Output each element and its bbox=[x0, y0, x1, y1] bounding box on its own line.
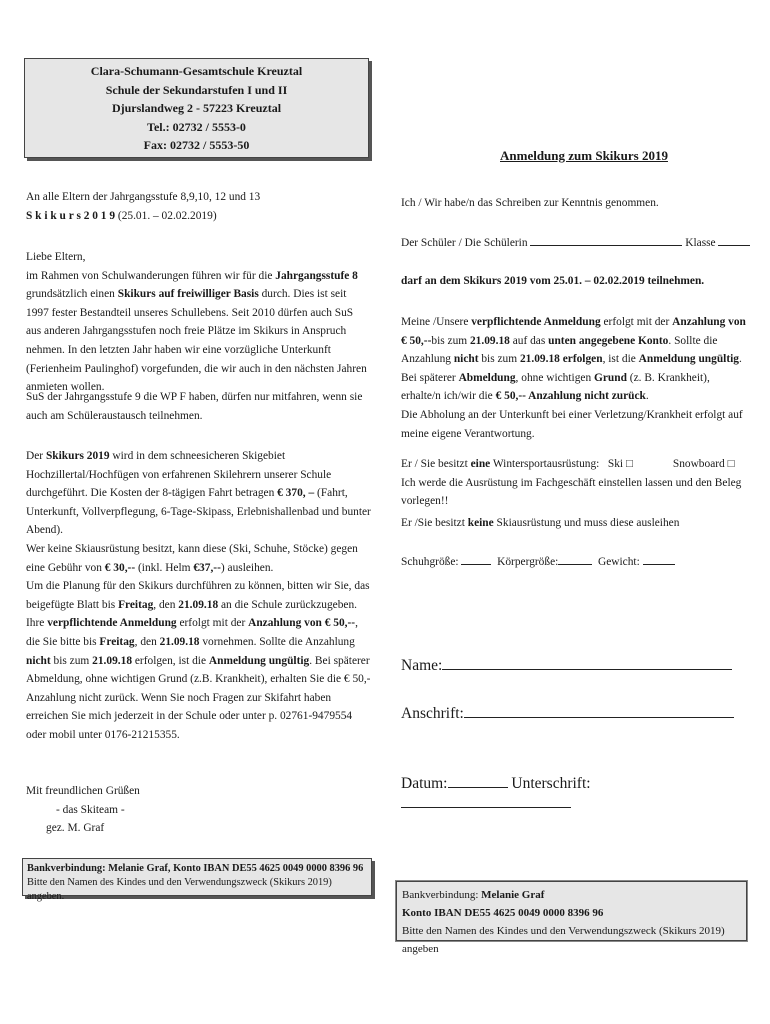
bank-note: Bitte den Namen des Kindes und den Verwendungszweck (Skikurs 2019) angeben. bbox=[27, 877, 332, 902]
text: , ohne wichtigen bbox=[515, 371, 594, 384]
ski-label: Ski bbox=[607, 458, 624, 470]
letter-intro bbox=[26, 188, 371, 225]
student-label: Der Schüler / Die Schülerin bbox=[401, 237, 528, 249]
text: verpflichtende Anmeldung bbox=[47, 617, 177, 630]
text: (Fahrt, Unterkunft, Vollverpflegung, 6-Tage-Skipass, Erlebnishallenbad und bunter Abend). bbox=[26, 487, 371, 537]
name-field[interactable] bbox=[442, 669, 732, 670]
snowboard-label: Snowboard bbox=[672, 458, 725, 470]
text: , ist die bbox=[602, 353, 639, 366]
letter-paragraph-4 bbox=[26, 540, 371, 577]
no-equipment-line bbox=[401, 514, 751, 533]
text: Anmeldung ungültig bbox=[638, 353, 739, 366]
text: verpflichtende Anmeldung bbox=[471, 316, 601, 328]
text bbox=[26, 447, 371, 540]
text: Er /Sie besitzt bbox=[401, 517, 468, 529]
address-line bbox=[401, 704, 751, 724]
text bbox=[401, 313, 751, 406]
letter-paragraph-2 bbox=[26, 388, 371, 425]
school-tel: Tel.: 02732 / 5553-0 bbox=[147, 119, 246, 134]
signature-label: Unterschrift: bbox=[511, 775, 591, 792]
text: an die Schule zurückzugeben. bbox=[218, 598, 358, 611]
height-field[interactable] bbox=[558, 564, 592, 565]
school-name: Clara-Schumann-Gesamtschule Kreuztal bbox=[90, 64, 303, 78]
bank-iban: Konto IBAN DE55 4625 0049 0000 8396 96 bbox=[170, 863, 364, 874]
shoe-size-field[interactable] bbox=[461, 564, 491, 565]
text: Um die Planung für den Skikurs durchführen zu können, bitten wir Sie, das beigefügte Blatt bis bbox=[26, 580, 370, 611]
equipment-line bbox=[401, 455, 751, 474]
text: grundsätzlich einen bbox=[26, 288, 118, 301]
form-title: Anmeldung zum Skikurs 2019 bbox=[500, 148, 668, 163]
text: eine bbox=[470, 458, 491, 470]
team-text: - das Skiteam - bbox=[56, 803, 125, 816]
letter-body bbox=[26, 248, 371, 397]
letter-paragraph-3 bbox=[26, 447, 371, 745]
name-line bbox=[401, 656, 751, 676]
bank-name: Melanie Graf bbox=[481, 889, 545, 901]
text: bis zum bbox=[431, 334, 470, 347]
name-label: Name: bbox=[401, 657, 443, 674]
text: SuS der Jahrgangsstufe 9 die WP F haben, dürfen nur mitfahren, wenn sie auch am Schüleraustausch teilnehmen. bbox=[26, 391, 363, 422]
text: Er / Sie besitzt bbox=[401, 458, 471, 470]
text: Anzahlung von € 50,-- bbox=[248, 617, 356, 630]
school-address: Djurslandweg 2 - 57223 Kreuztal bbox=[111, 101, 282, 115]
bank-line bbox=[402, 886, 741, 904]
registration-text bbox=[401, 313, 751, 443]
size-line bbox=[401, 553, 751, 572]
signature-field[interactable] bbox=[401, 807, 571, 808]
equipment-note: Ich werde die Ausrüstung im Fachgeschäft einstellen lassen und den Beleg vorlegen!! bbox=[401, 476, 742, 508]
bank-line bbox=[27, 862, 367, 876]
bank-label: Bankverbindung: bbox=[402, 889, 482, 901]
text: Anzahlung von € 50,-- bbox=[401, 316, 746, 347]
text: Wer keine Skiausrüstung besitzt, kann diese (Ski, Schuhe, Stöcke) gegen eine Gebühr von bbox=[26, 542, 358, 574]
date-field[interactable] bbox=[448, 787, 508, 788]
text: erfolgen, ist die bbox=[132, 654, 209, 667]
equipment-section bbox=[401, 455, 751, 511]
text: Ihre bbox=[26, 617, 48, 630]
text: Skiausrüstung und muss diese ausleihen bbox=[493, 517, 680, 529]
text: . Sollte die Anzahlung bbox=[401, 334, 718, 366]
text: nicht bbox=[26, 654, 51, 667]
text: nicht bbox=[453, 353, 479, 366]
date-label: Datum: bbox=[401, 775, 448, 792]
height-label: Körpergröße: bbox=[497, 556, 559, 568]
text: Freitag bbox=[118, 598, 154, 611]
letter-paragraph-1 bbox=[26, 267, 371, 397]
text: im Rahmen von Schulwanderungen führen wir für die bbox=[26, 269, 276, 282]
address-label: Anschrift: bbox=[401, 705, 464, 722]
student-line bbox=[401, 234, 751, 253]
text: Skikurs auf freiwilliger Basis bbox=[117, 288, 259, 301]
text: auf das bbox=[509, 334, 549, 347]
letter-event bbox=[26, 207, 371, 226]
text: Jahrgangsstufe 8 bbox=[275, 269, 358, 282]
text: € 30,-- bbox=[104, 561, 136, 574]
text: erfolgt mit der bbox=[176, 617, 249, 630]
bank-info-left bbox=[22, 858, 372, 902]
shoe-size-label: Schuhgröße: bbox=[401, 556, 459, 568]
address-field[interactable] bbox=[464, 717, 734, 718]
text: erfolgt mit der bbox=[600, 316, 673, 328]
text: Freitag bbox=[99, 635, 135, 648]
text: Meine /Unsere bbox=[401, 316, 472, 328]
date-sign-line bbox=[401, 774, 751, 814]
closing-text: Mit freundlichen Grüßen bbox=[26, 785, 140, 797]
text: 21.09.18 bbox=[178, 598, 219, 611]
bank-note: Bitte den Namen des Kindes und den Verwendungszweck (Skikurs 2019) angeben bbox=[402, 925, 725, 955]
text: €37,-- bbox=[193, 561, 221, 574]
text: unten angegebene Konto bbox=[548, 334, 669, 347]
text: 21.09.18 bbox=[159, 635, 200, 648]
school-header bbox=[24, 58, 369, 158]
text: erfolgen bbox=[562, 353, 603, 366]
event-name: S k i k u r s 2 0 1 9 bbox=[26, 209, 116, 222]
text: (z. B. Krankheit), erhalte/n ich/wir die bbox=[401, 371, 710, 403]
snowboard-checkbox[interactable]: □ bbox=[727, 458, 735, 470]
text: . bbox=[645, 390, 649, 403]
school-subtitle: Schule der Sekundarstufen I und II bbox=[105, 82, 288, 97]
text: , den bbox=[134, 635, 160, 648]
text: € 50,-- Anzahlung nicht zurück bbox=[495, 390, 646, 403]
text: Der bbox=[26, 450, 46, 462]
bank-label: Bankverbindung: Melanie Graf, bbox=[27, 863, 171, 874]
bank-iban: Konto IBAN DE55 4625 0049 0000 8396 96 bbox=[402, 907, 604, 919]
text: , den bbox=[153, 598, 179, 611]
text: vornehmen. Sollte die Anzahlung bbox=[199, 635, 355, 648]
text: 21.09.18 bbox=[469, 334, 510, 347]
letter-closing bbox=[26, 782, 371, 838]
text: bis zum bbox=[478, 353, 520, 366]
text: Anmeldung ungültig bbox=[208, 654, 310, 667]
text: . Bei späterer Abmeldung, ohne wichtigen Grund (z.B. Krankheit), erhalten Sie die € 50,- Anzahlung nicht zurück. Wenn Sie noch Fragen zur Skifahrt haben erreichen Sie mich jederzeit in der Schule oder unter p. 02761-9479554 oder mobil unter 0176-21215355. bbox=[26, 654, 371, 741]
text: ) ausleihen. bbox=[220, 561, 274, 574]
participation-text: darf an dem Skikurs 2019 vom 25.01. – 02.02.2019 teilnehmen. bbox=[401, 275, 705, 287]
letter-salutation: Liebe Eltern, bbox=[26, 251, 86, 263]
text: € 370, – bbox=[277, 487, 315, 500]
text: , die Sie bitte bis bbox=[26, 617, 358, 648]
letter-recipients: An alle Eltern der Jahrgangsstufe 8,9,10, 12 und 13 bbox=[26, 191, 261, 203]
text: wird in dem schneesicheren Skigebiet Hochzillertal/Hochfügen von erfahrenen Skilehrern unserer Schule durchgeführt. Die Kosten der 8-tägigen Fahrt betragen bbox=[26, 450, 332, 500]
school-fax: Fax: 02732 / 5553-50 bbox=[143, 138, 250, 152]
text: Skikurs 2019 bbox=[45, 450, 110, 462]
bank-info-right bbox=[396, 881, 747, 955]
signature-text: gez. M. Graf bbox=[46, 822, 105, 835]
text: 21.09.18 bbox=[92, 654, 133, 667]
klasse-field[interactable] bbox=[718, 245, 750, 246]
form-acknowledgement: Ich / Wir habe/n das Schreiben zur Kenntnis genommen. bbox=[401, 197, 659, 209]
pickup-note: Die Abholung an der Unterkunft bei einer Verletzung/Krankheit erfolgt auf meine eigene Verantwortung. bbox=[401, 408, 743, 440]
weight-label: Gewicht: bbox=[598, 556, 640, 568]
text: bis zum bbox=[50, 654, 93, 667]
text: durch. Dies ist seit 1997 fester Bestandteil unseres Schullebens. Seit 2010 dürfen auch SuS aus anderen Jahrgangsstufen noch freie Plätze im Skikurs in Anspruch nehmen. In den letzten Jahr haben wir eine vorzügliche Unterkunft (Ferienheim Paulinghof) vorgefunden, die wir auch in den nächsten Jahren anmieten wollen. bbox=[26, 288, 367, 394]
student-name-field[interactable] bbox=[530, 245, 682, 246]
event-dates: (25.01. – 02.02.2019) bbox=[115, 209, 217, 222]
letter-paragraph-6 bbox=[26, 614, 371, 744]
ski-checkbox[interactable]: □ bbox=[625, 458, 633, 470]
text: Abmeldung bbox=[458, 371, 516, 384]
text: Wintersportausrüstung: bbox=[490, 458, 600, 470]
text: Grund bbox=[594, 371, 627, 384]
text: (inkl. Helm bbox=[135, 561, 194, 574]
text: keine bbox=[467, 517, 494, 529]
letter-paragraph-5 bbox=[26, 577, 371, 614]
weight-field[interactable] bbox=[643, 564, 675, 565]
text: . Bei späterer bbox=[401, 353, 742, 384]
klasse-label: Klasse bbox=[685, 237, 716, 249]
text: 21.09.18 bbox=[519, 353, 560, 366]
